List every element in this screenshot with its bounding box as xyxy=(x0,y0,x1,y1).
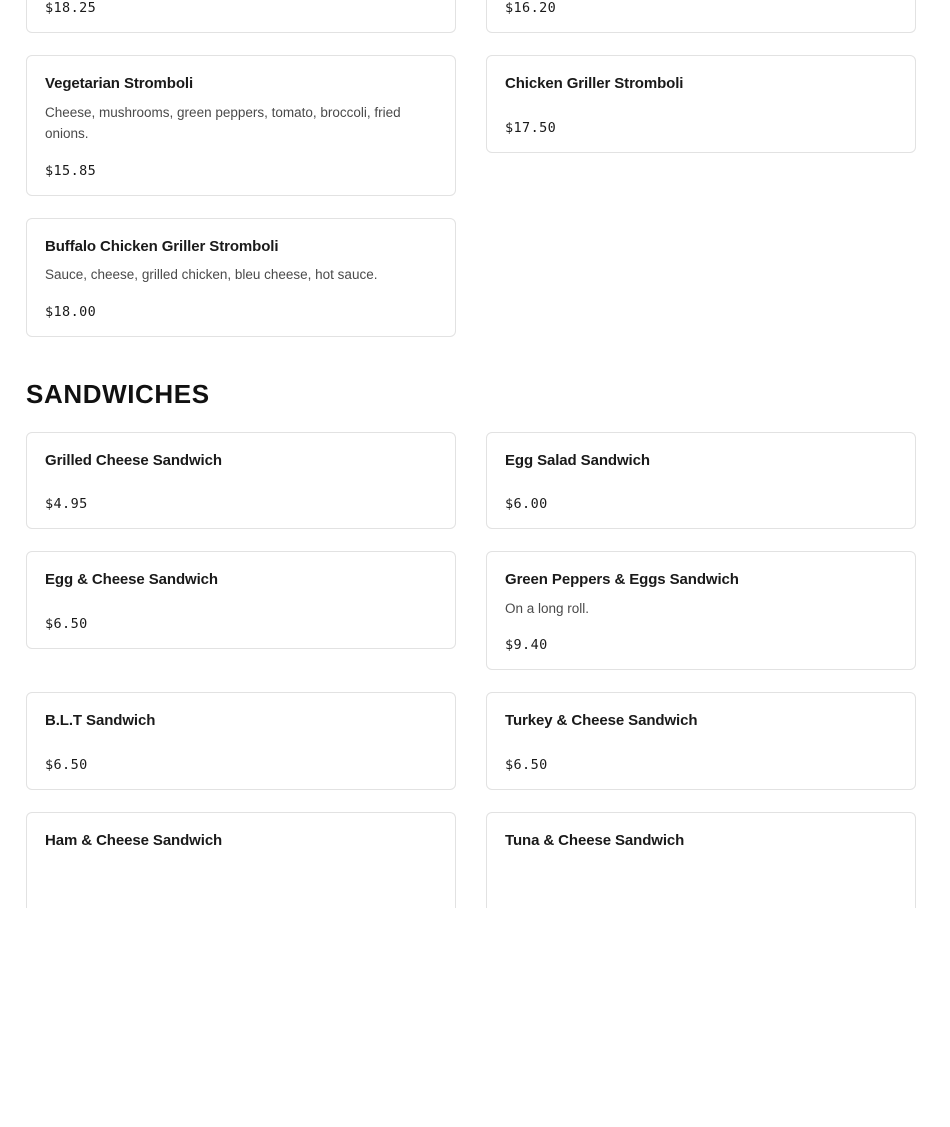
item-name: Tuna & Cheese Sandwich xyxy=(505,831,685,849)
item-price: $18.00 xyxy=(45,303,97,320)
menu-item-card[interactable] xyxy=(26,0,456,33)
item-name: Vegetarian Stromboli xyxy=(45,75,194,92)
item-price: $6.50 xyxy=(45,615,88,632)
item-name: Chicken Griller Stromboli xyxy=(505,75,684,92)
item-name: Grilled Cheese Sandwich xyxy=(45,451,222,469)
item-price: $9.40 xyxy=(505,637,548,654)
section-heading-sandwiches: SANDWICHES xyxy=(26,378,210,409)
item-price: $15.85 xyxy=(45,162,97,179)
item-price: $18.25 xyxy=(45,0,97,16)
menu-item-card[interactable] xyxy=(26,432,456,530)
menu-item-card[interactable] xyxy=(486,551,916,670)
item-price: $6.50 xyxy=(505,756,548,773)
menu-item-card[interactable] xyxy=(486,692,916,790)
menu-item-card[interactable] xyxy=(26,55,456,196)
menu-grid-top-partial xyxy=(0,0,950,33)
item-price: $4.95 xyxy=(45,496,88,513)
item-name: Egg & Cheese Sandwich xyxy=(45,571,218,589)
item-description: Sauce, cheese, grilled chicken, bleu cheese, hot sauce. xyxy=(45,267,378,283)
menu-grid-sandwiches xyxy=(0,432,950,908)
item-name: Turkey & Cheese Sandwich xyxy=(505,712,698,730)
menu-item-card[interactable] xyxy=(26,692,456,790)
menu-item-card[interactable] xyxy=(486,55,916,153)
menu-item-card[interactable] xyxy=(26,551,456,649)
item-price: $6.50 xyxy=(45,756,88,773)
menu-item-card[interactable] xyxy=(486,0,916,33)
item-price: $17.50 xyxy=(505,119,557,136)
item-description: On a long roll. xyxy=(505,600,590,616)
item-price: $6.00 xyxy=(505,496,548,513)
menu-grid-strombolis xyxy=(0,55,950,337)
item-name: B.L.T Sandwich xyxy=(45,712,156,730)
grid-gap-spacer xyxy=(0,33,950,55)
item-name: Egg Salad Sandwich xyxy=(505,451,650,469)
item-description: Cheese, mushrooms, green peppers, tomato, broccoli, fried onions. xyxy=(45,104,401,142)
item-name: Ham & Cheese Sandwich xyxy=(45,831,223,849)
menu-item-card[interactable] xyxy=(486,812,916,908)
item-price: $16.20 xyxy=(505,0,557,16)
menu-item-card[interactable] xyxy=(26,812,456,908)
item-name: Buffalo Chicken Griller Stromboli xyxy=(45,237,279,255)
item-name: Green Peppers & Eggs Sandwich xyxy=(505,571,739,589)
menu-item-card[interactable] xyxy=(26,218,456,337)
menu-item-card[interactable] xyxy=(486,432,916,530)
